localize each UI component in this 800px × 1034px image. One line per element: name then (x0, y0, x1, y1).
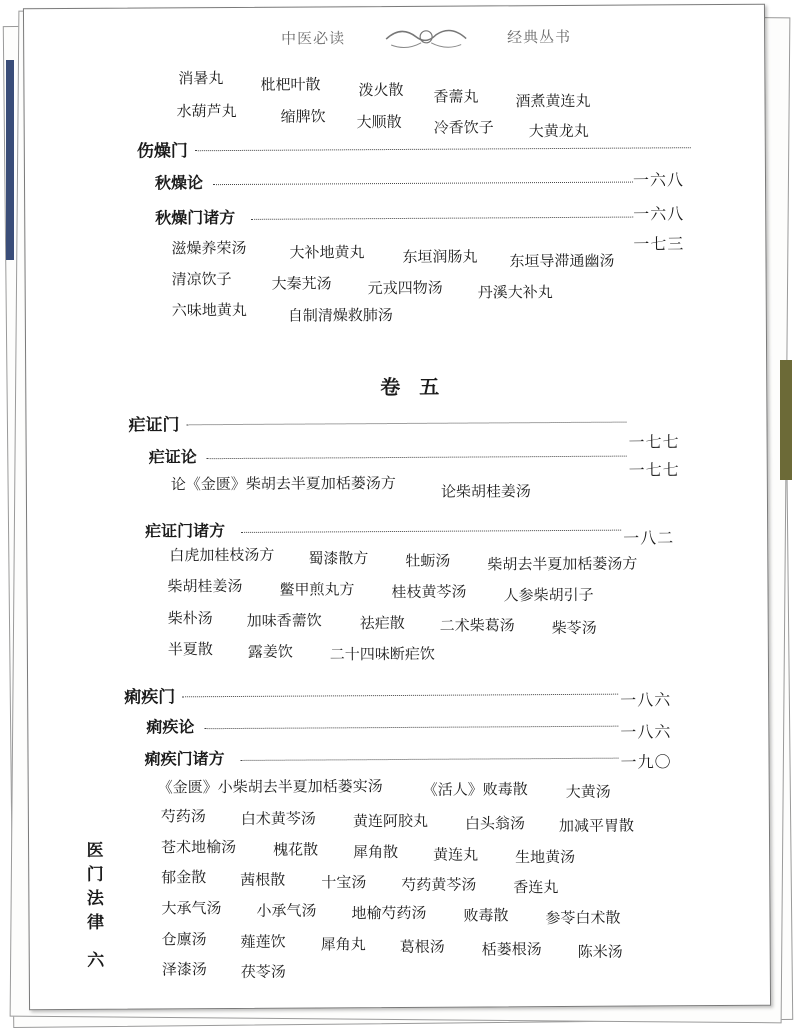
formula-item: 鳖甲煎丸方 (279, 580, 355, 599)
formula-item: 黄连阿胶丸 (352, 811, 428, 831)
dot-leader (182, 694, 618, 698)
formula-item: 论《金匮》柴胡去半夏加栝蒌汤方 (170, 474, 396, 494)
page-number: 一八二 (623, 528, 675, 548)
formula-item: 东垣导滞通幽汤 (509, 251, 615, 271)
formula-item: 白虎加桂枝汤方 (169, 545, 275, 565)
header-right: 经典丛书 (507, 27, 572, 47)
formula-item: 冷香饮子 (433, 118, 494, 137)
formula-item: 薤莲饮 (240, 932, 286, 951)
dot-leader (241, 758, 619, 761)
formula-item: 加味香薷饮 (246, 611, 322, 630)
formula-item: 栝蒌根汤 (481, 940, 542, 959)
formula-item: 芍药汤 (160, 807, 206, 826)
formula-item: 《活人》败毒散 (422, 780, 528, 799)
formula-item: 柴苓汤 (551, 618, 597, 638)
dot-leader (213, 182, 633, 186)
formula-item: 祛疟散 (359, 613, 405, 633)
formula-item: 二术柴葛汤 (439, 616, 515, 635)
category-nve: 疟证门 (128, 415, 180, 436)
category-liji: 痢疾门 (124, 687, 176, 708)
formula-item: 大承气汤 (161, 899, 222, 918)
formula-item: 大黄汤 (565, 782, 611, 801)
formula-item: 《金匮》小柴胡去半夏加栝蒌实汤 (157, 777, 383, 797)
formula-item: 参苓白术散 (545, 908, 621, 928)
book-title-vertical: 医 门 法 律 (86, 840, 105, 933)
ornament-icon (381, 21, 471, 54)
formula-item: 清凉饮子 (171, 270, 232, 289)
formula-item: 葛根汤 (399, 937, 445, 956)
cover-edge (6, 60, 14, 260)
formula-item: 陈米汤 (577, 942, 623, 961)
entry-liji-lun: 痢疾论 (146, 717, 195, 737)
dot-leader (195, 147, 691, 151)
entry-qiuzao-lun: 秋燥论 (154, 173, 204, 193)
formula-item: 郁金散 (161, 868, 207, 887)
formula-item: 茜根散 (240, 870, 286, 889)
formula-item: 论柴胡桂姜汤 (440, 482, 531, 501)
formula-item: 犀角丸 (320, 935, 366, 954)
formula-item: 大黄龙丸 (528, 121, 589, 141)
formula-item: 元戎四物汤 (367, 278, 443, 298)
formula-item: 泽漆汤 (161, 960, 207, 979)
book-page (23, 4, 771, 1011)
formula-item: 柴胡去半夏加栝蒌汤方 (487, 554, 638, 574)
page-number: 一六八 (632, 170, 685, 190)
formula-item: 枇杷叶散 (260, 75, 321, 94)
dot-leader (251, 217, 633, 220)
dot-leader (204, 726, 618, 730)
page-number: 一六八 (633, 204, 685, 224)
formula-item: 败毒散 (463, 906, 509, 925)
formula-item: 大顺散 (356, 112, 402, 132)
formula-item: 牡蛎汤 (405, 551, 451, 570)
formula-item: 桂枝黄芩汤 (391, 582, 467, 602)
page-number: 一七七 (628, 432, 680, 452)
formula-item: 小承气汤 (256, 901, 317, 920)
formula-item: 消暑丸 (178, 69, 224, 88)
formula-item: 泼火散 (358, 80, 404, 100)
page-folio: 六 (87, 950, 105, 971)
formula-item: 苍术地榆汤 (161, 837, 237, 857)
formula-item: 蜀漆散方 (308, 549, 369, 568)
formula-item: 仓廪汤 (161, 930, 207, 949)
dot-leader (207, 456, 627, 460)
formula-item: 大秦艽汤 (271, 274, 332, 293)
formula-item: 香连丸 (513, 878, 559, 897)
volume-title: 卷 五 (380, 374, 446, 400)
formula-item: 滋燥养荣汤 (171, 238, 247, 258)
formula-item: 六味地黄丸 (171, 300, 247, 320)
category-shangzao: 伤燥门 (136, 141, 188, 162)
page-number: 一九〇 (620, 752, 672, 772)
entry-nve-lun: 疟证论 (148, 447, 197, 467)
page-number: 一八六 (620, 722, 672, 742)
formula-item: 槐花散 (273, 840, 319, 859)
formula-item: 地榆芍药汤 (351, 903, 427, 923)
formula-item: 酒煮黄连丸 (515, 91, 591, 111)
page-header-banner (281, 18, 571, 56)
formula-item: 生地黄汤 (515, 847, 576, 867)
page-number: 一七三 (633, 234, 685, 254)
formula-item: 东垣润肠丸 (402, 247, 478, 266)
formula-item: 加减平胃散 (558, 816, 635, 836)
formula-item: 香薷丸 (433, 87, 479, 106)
entry-liji-zhufang: 痢疾门诸方 (144, 749, 225, 769)
formula-item: 黄连丸 (433, 845, 479, 864)
formula-item: 柴胡桂姜汤 (167, 576, 243, 596)
formula-item: 芍药黄芩汤 (401, 875, 477, 894)
formula-item: 水葫芦丸 (176, 101, 237, 121)
formula-item: 露姜饮 (247, 642, 293, 661)
formula-item: 大补地黄丸 (289, 243, 365, 262)
entry-qiuzao-zhufang: 秋燥门诸方 (155, 207, 236, 228)
page-number: 一八六 (620, 690, 672, 710)
formula-item: 白头翁汤 (464, 814, 526, 833)
formula-item: 白术黄芩汤 (240, 809, 316, 828)
formula-item: 十宝汤 (321, 873, 367, 892)
dot-leader (186, 422, 626, 426)
formula-item: 柴朴汤 (167, 609, 213, 628)
formula-item: 缩脾饮 (280, 107, 326, 126)
page-number: 一七七 (628, 460, 680, 480)
formula-item: 半夏散 (167, 640, 213, 659)
formula-item: 二十四味断疟饮 (329, 644, 435, 664)
cover-edge-olive (780, 360, 792, 480)
header-left: 中医必读 (281, 29, 346, 48)
dot-leader (241, 530, 621, 533)
formula-item: 茯苓汤 (240, 962, 286, 981)
formula-item: 人参柴胡引子 (503, 585, 594, 605)
formula-item: 犀角散 (353, 842, 399, 862)
formula-item: 自制清燥救肺汤 (287, 306, 393, 325)
formula-item: 丹溪大补丸 (477, 283, 553, 302)
entry-nve-zhufang: 疟证门诸方 (145, 521, 226, 541)
